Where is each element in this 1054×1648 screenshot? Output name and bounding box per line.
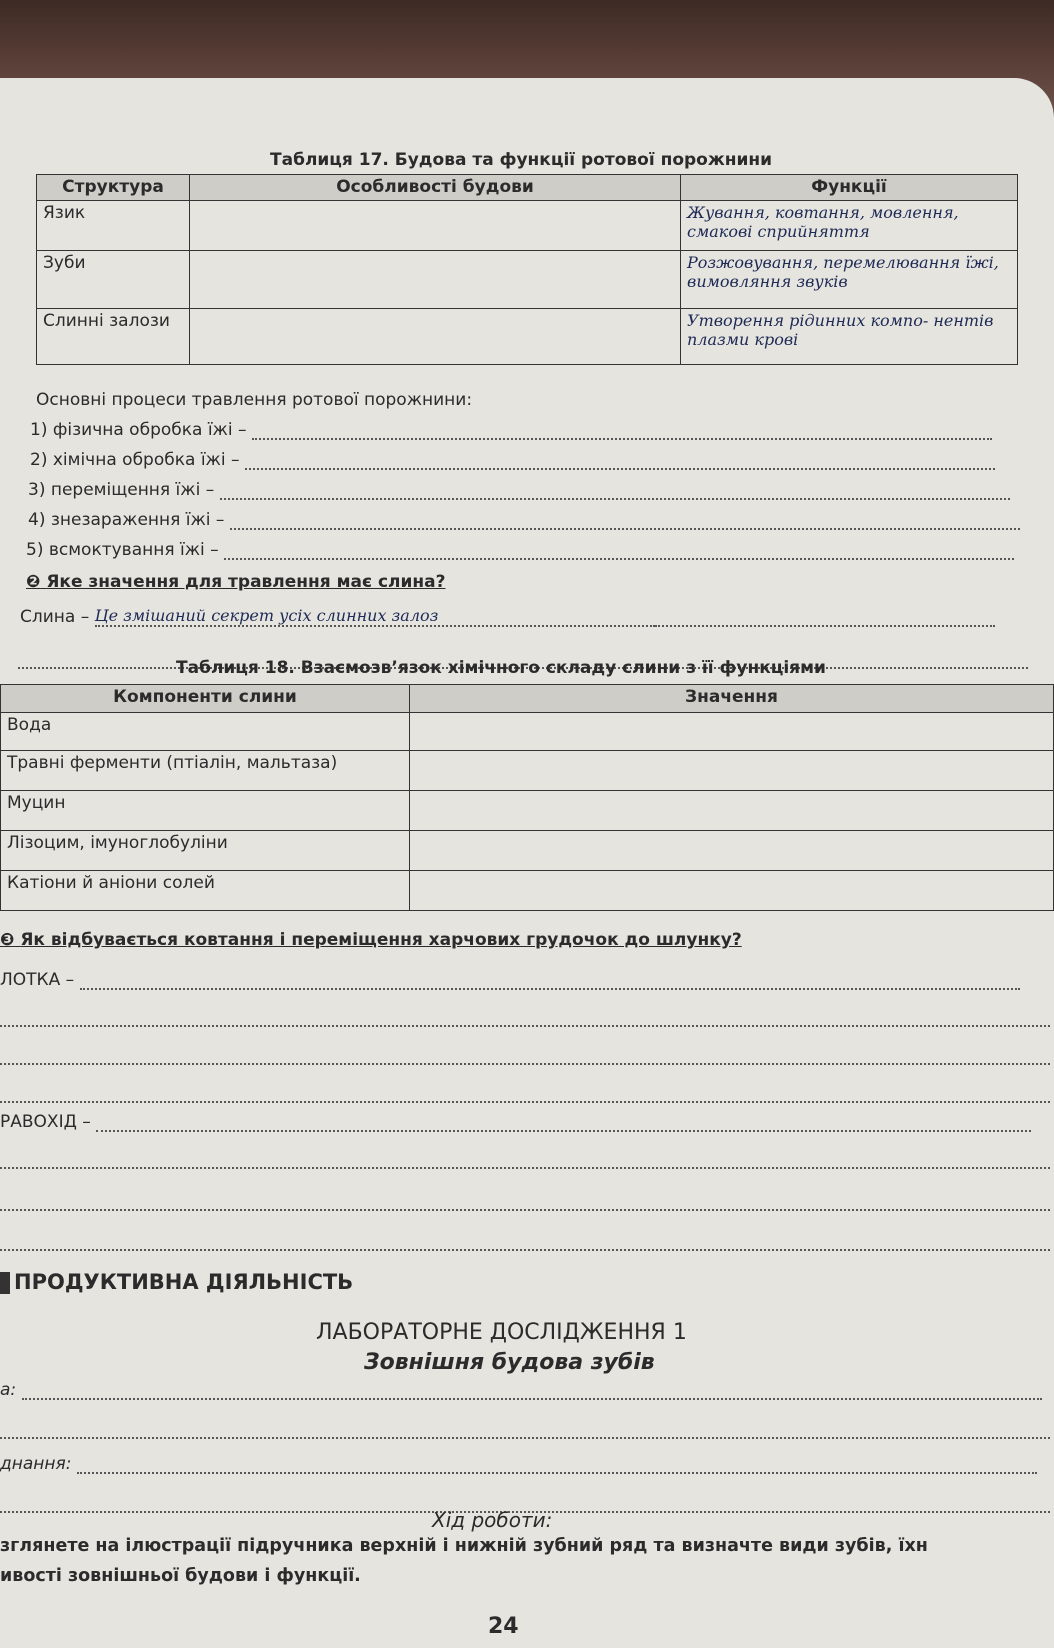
table17-cell-structure: Зуби bbox=[37, 251, 190, 309]
table17-header-functions: Функції bbox=[681, 175, 1018, 201]
q3-label-throat: ЛОТКА – bbox=[0, 970, 75, 990]
lab-field-aim-label: а: bbox=[0, 1380, 17, 1400]
question-number-icon: ❷ bbox=[26, 572, 41, 592]
answer-line[interactable] bbox=[655, 625, 995, 627]
process-label: 5) всмоктування їжі – bbox=[26, 540, 219, 560]
answer-line[interactable] bbox=[220, 498, 1010, 500]
table17-cell-features[interactable] bbox=[190, 251, 681, 309]
table18-caption: Таблиця 18. Взаємозв’язок хімічного складу слини з її функціями bbox=[176, 658, 826, 678]
process-item bbox=[26, 540, 1014, 560]
answer-line[interactable] bbox=[252, 438, 992, 440]
productive-activity-icon bbox=[0, 1272, 10, 1294]
table-row bbox=[1, 791, 1054, 831]
answer-line[interactable] bbox=[224, 558, 1014, 560]
lab-field-aim bbox=[0, 1380, 1042, 1400]
table17 bbox=[36, 174, 1018, 365]
procedure-title: Хід роботи: bbox=[432, 1508, 553, 1532]
section-title: ПРОДУКТИВНА ДІЯЛЬНІСТЬ bbox=[14, 1270, 354, 1294]
table17-cell-functions[interactable]: Жування, ковтання, мовлення, смакові сприйняття bbox=[681, 201, 1018, 251]
question-text: Як відбувається ковтання і переміщення харчових грудочок до шлунку? bbox=[20, 930, 742, 950]
table18-cell-meaning[interactable] bbox=[410, 751, 1054, 791]
q2-answer bbox=[20, 606, 1040, 627]
procedure-step-line1: зглянете на ілюстрації підручника верхній і нижній зубний ряд та визначте види зубів, їхн bbox=[0, 1536, 928, 1556]
answer-line[interactable] bbox=[80, 988, 1020, 990]
table18 bbox=[0, 684, 1054, 911]
table-row bbox=[1, 713, 1054, 751]
table17-cell-features[interactable] bbox=[190, 309, 681, 365]
process-item bbox=[28, 510, 1020, 530]
q3-answer-throat bbox=[0, 970, 1020, 990]
table17-cell-functions[interactable]: Розжовування, перемелювання їжі, вимовляння звуків bbox=[681, 251, 1018, 309]
process-label: 1) фізична обробка їжі – bbox=[30, 420, 247, 440]
table18-cell-meaning[interactable] bbox=[410, 713, 1054, 751]
q2-handwritten-answer[interactable]: Це змішаний секрет усіх слинних залоз bbox=[95, 606, 655, 627]
process-item bbox=[30, 420, 992, 440]
procedure-step-line2: ивості зовнішньої будови і функції. bbox=[0, 1566, 361, 1586]
table18-cell-meaning[interactable] bbox=[410, 831, 1054, 871]
answer-line[interactable] bbox=[245, 468, 995, 470]
answer-line[interactable] bbox=[0, 1046, 1050, 1065]
q2-answer-label: Слина – bbox=[20, 607, 90, 627]
table17-caption: Таблиця 17. Будова та функції ротової порожнини bbox=[270, 150, 773, 170]
answer-line[interactable] bbox=[0, 1232, 1050, 1251]
table18-cell-component: Травні ферменти (птіалін, мальтаза) bbox=[1, 751, 410, 791]
table18-cell-component: Катіони й аніони солей bbox=[1, 871, 410, 911]
table17-header-structure: Структура bbox=[37, 175, 190, 201]
answer-line[interactable] bbox=[77, 1472, 1037, 1474]
table17-cell-structure: Слинні залози bbox=[37, 309, 190, 365]
table-row bbox=[1, 871, 1054, 911]
table17-cell-features[interactable] bbox=[190, 201, 681, 251]
answer-line[interactable] bbox=[0, 1008, 1050, 1027]
table18-header-meaning: Значення bbox=[410, 685, 1054, 713]
question-2 bbox=[26, 572, 445, 592]
question-number-icon: ❸ bbox=[0, 930, 15, 950]
q3-answer-esophagus bbox=[0, 1112, 1031, 1132]
process-item bbox=[28, 480, 1010, 500]
lab-subtitle: Зовнішня будова зубів bbox=[364, 1350, 655, 1375]
answer-line[interactable] bbox=[230, 528, 1020, 530]
table18-header-components: Компоненти слини bbox=[1, 685, 410, 713]
answer-line[interactable] bbox=[22, 1398, 1042, 1400]
table18-cell-meaning[interactable] bbox=[410, 871, 1054, 911]
section-heading bbox=[0, 1270, 353, 1294]
answer-line[interactable] bbox=[0, 1150, 1050, 1169]
process-item bbox=[30, 450, 995, 470]
process-label: 2) хімічна обробка їжі – bbox=[30, 450, 240, 470]
table18-cell-meaning[interactable] bbox=[410, 791, 1054, 831]
lab-title: ЛАБОРАТОРНЕ ДОСЛІДЖЕННЯ 1 bbox=[316, 1320, 687, 1345]
answer-line[interactable] bbox=[96, 1130, 1031, 1132]
table18-cell-component: Лізоцим, імуноглобуліни bbox=[1, 831, 410, 871]
processes-title: Основні процеси травлення ротової порожнини: bbox=[36, 390, 473, 410]
table-row bbox=[37, 309, 1018, 365]
answer-line[interactable] bbox=[0, 1084, 1050, 1103]
table18-cell-component: Муцин bbox=[1, 791, 410, 831]
table-row bbox=[37, 201, 1018, 251]
answer-line[interactable] bbox=[0, 1420, 1050, 1439]
lab-field-equipment bbox=[0, 1454, 1037, 1474]
question-text: Яке значення для травлення має слина? bbox=[46, 572, 446, 592]
table17-header-features: Особливості будови bbox=[190, 175, 681, 201]
q3-label-esophagus: РАВОХІД – bbox=[0, 1112, 91, 1132]
lab-field-equipment-label: днання: bbox=[0, 1454, 72, 1474]
page-number: 24 bbox=[488, 1614, 519, 1639]
answer-line[interactable] bbox=[0, 1192, 1050, 1211]
table17-cell-structure: Язик bbox=[37, 201, 190, 251]
question-3 bbox=[0, 930, 742, 950]
table17-cell-functions[interactable]: Утворення рідинних компо- нентів плазми крові bbox=[681, 309, 1018, 365]
table-row bbox=[37, 251, 1018, 309]
process-label: 3) переміщення їжі – bbox=[28, 480, 215, 500]
table18-cell-component: Вода bbox=[1, 713, 410, 751]
table-row bbox=[1, 751, 1054, 791]
table-row bbox=[1, 831, 1054, 871]
process-label: 4) знезараження їжі – bbox=[28, 510, 225, 530]
